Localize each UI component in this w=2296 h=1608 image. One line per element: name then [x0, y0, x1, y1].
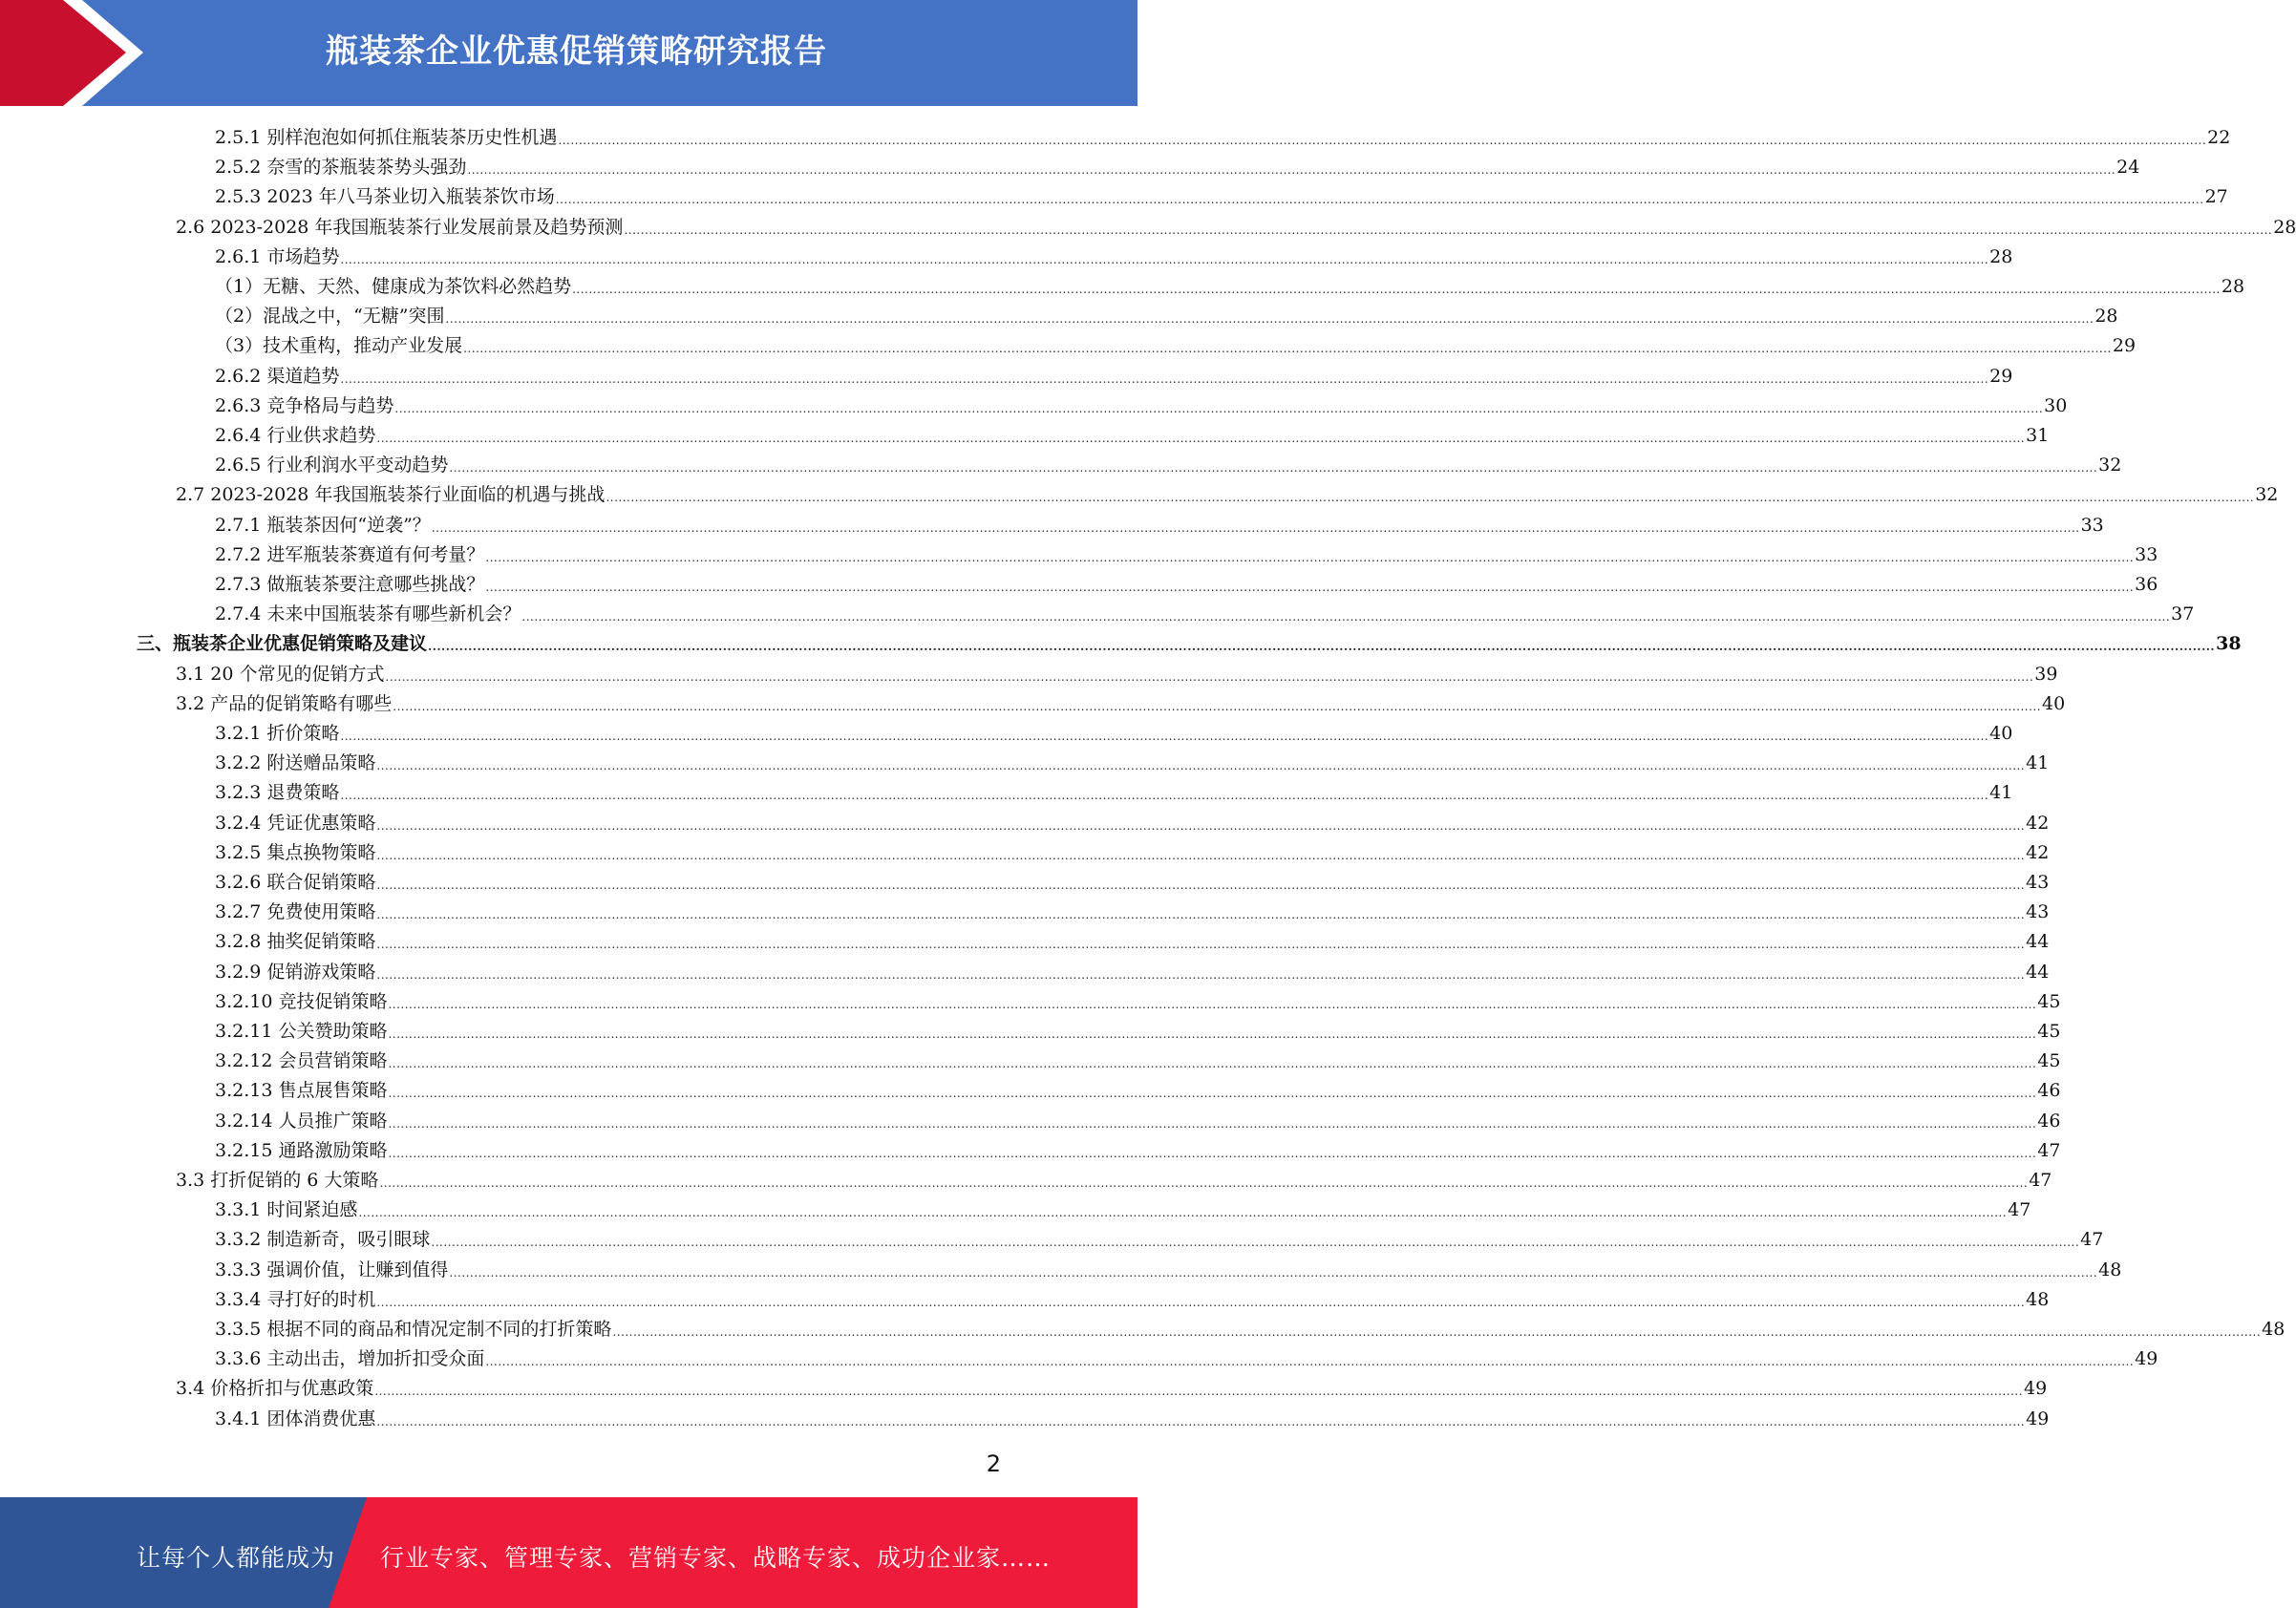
toc-entry-label: 2.6.4 行业供求趋势	[215, 425, 376, 446]
toc-entry-label: 3.2 产品的促销策略有哪些	[176, 692, 393, 714]
toc-entry-label: 3.3.6 主动出击，增加折扣受众面	[215, 1348, 485, 1370]
toc-leader-dots: ................................................................................................................................................................................................................................................................................................................................................................................................................	[376, 759, 2026, 773]
toc-leader-dots: ................................................................................................................................................................................................................................................................................................................................................................................................................	[555, 193, 2204, 207]
toc-leader-dots: ................................................................................................................................................................................................................................................................................................................................................................................................................	[376, 818, 2026, 833]
toc-leader-dots: ................................................................................................................................................................................................................................................................................................................................................................................................................	[485, 1355, 2135, 1369]
toc-entry-label: 2.6.5 行业利润水平变动趋势	[215, 455, 449, 476]
toc-leader-dots: ................................................................................................................................................................................................................................................................................................................................................................................................................	[388, 997, 2037, 1011]
toc-entry[interactable]	[215, 986, 2061, 1013]
toc-leader-dots: ................................................................................................................................................................................................................................................................................................................................................................................................................	[485, 581, 2135, 594]
toc-entry-label: 2.6.3 竞争格局与趋势	[215, 394, 394, 416]
toc-leader-dots: ................................................................................................................................................................................................................................................................................................................................................................................................................	[376, 967, 2026, 982]
toc-entry[interactable]	[176, 479, 2279, 506]
toc-entry-page: 38	[2216, 633, 2242, 655]
toc-entry-page: 36	[2135, 574, 2158, 595]
toc-entry[interactable]	[176, 1165, 2052, 1192]
toc-leader-dots: ................................................................................................................................................................................................................................................................................................................................................................................................................	[467, 163, 2116, 178]
toc-leader-dots: ................................................................................................................................................................................................................................................................................................................................................................................................................	[463, 342, 2112, 356]
toc-leader-dots: ................................................................................................................................................................................................................................................................................................................................................................................................................	[612, 1325, 2262, 1339]
toc-entry[interactable]	[215, 1016, 2061, 1043]
toc-entry-page: 49	[2026, 1407, 2050, 1429]
toc-entry-label: 3.2.11 公关赞助策略	[215, 1021, 388, 1042]
toc-entry-page: 48	[2262, 1319, 2285, 1340]
toc-entry-page: 46	[2037, 1080, 2061, 1102]
toc-entry-page: 48	[2098, 1259, 2122, 1280]
toc-entry-page: 47	[2029, 1170, 2052, 1191]
toc-leader-dots: ................................................................................................................................................................................................................................................................................................................................................................................................................	[376, 938, 2026, 952]
toc-entry-page: 49	[2135, 1348, 2158, 1370]
toc-entry-page: 22	[2207, 127, 2231, 148]
toc-entry[interactable]	[215, 271, 2245, 298]
toc-entry-page: 33	[2135, 543, 2158, 565]
toc-entry-label: 3.2.5 集点换物策略	[215, 841, 376, 863]
toc-entry[interactable]	[215, 777, 2013, 804]
toc-entry-label: 3.1 20 个常见的促销方式	[176, 663, 385, 685]
toc-entry[interactable]	[215, 569, 2158, 596]
toc-entry-label: （1）无糖、天然、健康成为茶饮料必然趋势	[215, 276, 572, 297]
toc-entry-label: 2.7.4 未来中国瓶装茶有哪些新机会？	[215, 603, 521, 625]
toc-entry[interactable]	[176, 659, 2058, 686]
toc-entry-label: 3.3.2 制造新奇，吸引眼球	[215, 1229, 431, 1251]
toc-entry-page: 45	[2037, 1050, 2061, 1072]
toc-leader-dots: ................................................................................................................................................................................................................................................................................................................................................................................................................	[485, 550, 2135, 564]
toc-entry-label: 2.6.2 渠道趋势	[215, 365, 340, 387]
toc-entry[interactable]	[215, 957, 2050, 984]
toc-leader-dots: ................................................................................................................................................................................................................................................................................................................................................................................................................	[388, 1146, 2037, 1160]
toc-leader-dots: ................................................................................................................................................................................................................................................................................................................................................................................................................	[340, 371, 1989, 386]
page-header	[0, 0, 1137, 106]
toc-entry-label: 2.5.1 别样泡泡如何抓住瓶装茶历史性机遇	[215, 127, 558, 148]
toc-leader-dots: ................................................................................................................................................................................................................................................................................................................................................................................................................	[449, 461, 2098, 476]
toc-entry-label: 2.7.2 进军瓶装茶赛道有何考量？	[215, 543, 485, 565]
toc-entry-page: 30	[2044, 394, 2068, 416]
toc-leader-dots: ................................................................................................................................................................................................................................................................................................................................................................................................................	[388, 1027, 2037, 1041]
toc-leader-dots: ................................................................................................................................................................................................................................................................................................................................................................................................................	[374, 1385, 2024, 1399]
toc-entry-label: 3.2.9 促销游戏策略	[215, 961, 376, 983]
toc-leader-dots: ................................................................................................................................................................................................................................................................................................................................................................................................................	[624, 222, 2273, 237]
toc-entry[interactable]	[215, 1224, 2104, 1251]
toc-leader-dots: ................................................................................................................................................................................................................................................................................................................................................................................................................	[340, 252, 1989, 266]
toc-entry-page: 43	[2026, 901, 2050, 923]
toc-leader-dots: ................................................................................................................................................................................................................................................................................................................................................................................................................	[358, 1206, 2008, 1220]
toc-entry-page: 46	[2037, 1110, 2061, 1132]
toc-entry[interactable]	[176, 212, 2296, 239]
toc-leader-dots: ................................................................................................................................................................................................................................................................................................................................................................................................................	[376, 848, 2026, 862]
toc-entry[interactable]	[215, 808, 2050, 835]
toc-leader-dots: ................................................................................................................................................................................................................................................................................................................................................................................................................	[385, 669, 2034, 684]
toc-entry-label: 3.3.5 根据不同的商品和情况定制不同的打折策略	[215, 1319, 612, 1340]
toc-entry-label: 2.7.1 瓶装茶因何“逆袭”？	[215, 514, 431, 536]
toc-entry-label: 2.6.1 市场趋势	[215, 245, 340, 267]
toc-leader-dots: ................................................................................................................................................................................................................................................................................................................................................................................................................	[376, 878, 2026, 892]
toc-leader-dots: ................................................................................................................................................................................................................................................................................................................................................................................................................	[431, 1236, 2080, 1250]
toc-leader-dots: ................................................................................................................................................................................................................................................................................................................................................................................................................	[393, 699, 2042, 713]
toc-entry[interactable]	[215, 1404, 2050, 1430]
toc-entry-page: 40	[1989, 723, 2013, 744]
toc-entry-page: 29	[1989, 365, 2013, 387]
toc-entry[interactable]	[215, 867, 2050, 894]
toc-entry[interactable]	[176, 1373, 2048, 1400]
toc-entry-page: 47	[2080, 1229, 2104, 1251]
toc-entry-page: 32	[2255, 484, 2279, 506]
toc-entry-page: 31	[2026, 425, 2050, 446]
footer-slogan-right: 行业专家、管理专家、营销专家、战略专家、成功企业家……	[380, 1544, 1052, 1572]
toc-entry[interactable]	[215, 1046, 2061, 1072]
toc-entry-page: 28	[1989, 245, 2013, 267]
toc-entry-page: 29	[2112, 335, 2137, 357]
toc-leader-dots: ................................................................................................................................................................................................................................................................................................................................................................................................................	[388, 1087, 2037, 1101]
toc-leader-dots: ................................................................................................................................................................................................................................................................................................................................................................................................................	[445, 312, 2094, 327]
toc-entry-label: 2.6 2023-2028 年我国瓶装茶行业发展前景及趋势预测	[176, 216, 624, 238]
toc-entry[interactable]	[215, 330, 2137, 357]
toc-leader-dots: ................................................................................................................................................................................................................................................................................................................................................................................................................	[449, 1265, 2098, 1280]
toc-entry[interactable]	[215, 122, 2231, 149]
toc-leader-dots: ................................................................................................................................................................................................................................................................................................................................................................................................................	[376, 1414, 2026, 1428]
toc-entry-label: 3.2.14 人员推广策略	[215, 1110, 388, 1132]
toc-entry[interactable]	[215, 420, 2050, 447]
toc-entry-label: 3.2.7 免费使用策略	[215, 901, 376, 923]
toc-entry[interactable]	[215, 510, 2104, 537]
toc-entry[interactable]	[215, 1106, 2061, 1132]
toc-entry-page: 45	[2037, 1021, 2061, 1042]
toc-entry[interactable]	[215, 1075, 2061, 1102]
toc-entry[interactable]	[215, 301, 2118, 328]
toc-leader-dots: ................................................................................................................................................................................................................................................................................................................................................................................................................	[428, 640, 2216, 654]
toc-entry-label: 2.7 2023-2028 年我国瓶装茶行业面临的机遇与挑战	[176, 484, 606, 506]
toc-entry[interactable]	[137, 628, 2242, 655]
toc-entry-page: 48	[2026, 1288, 2050, 1310]
toc-entry-label: 3.4 价格折扣与优惠政策	[176, 1378, 374, 1400]
toc-entry-page: 32	[2098, 455, 2122, 476]
toc-entry-page: 42	[2026, 812, 2050, 834]
toc-entry-page: 40	[2042, 692, 2066, 714]
report-title: 瓶装茶企业优惠促销策略研究报告	[326, 32, 827, 71]
toc-entry-page: 43	[2026, 872, 2050, 893]
toc-leader-dots: ................................................................................................................................................................................................................................................................................................................................................................................................................	[394, 401, 2044, 415]
toc-entry-label: 2.7.3 做瓶装茶要注意哪些挑战？	[215, 574, 485, 595]
toc-leader-dots: ................................................................................................................................................................................................................................................................................................................................................................................................................	[572, 283, 2221, 296]
toc-entry-label: 3.4.1 团体消费优惠	[215, 1407, 376, 1429]
toc-entry-label: 3.3.3 强调价值，让赚到值得	[215, 1259, 449, 1280]
toc-entry[interactable]	[215, 1344, 2158, 1370]
toc-leader-dots: ................................................................................................................................................................................................................................................................................................................................................................................................................	[340, 730, 1989, 743]
toc-entry-page: 42	[2026, 841, 2050, 863]
toc-entry[interactable]	[215, 897, 2050, 923]
toc-leader-dots: ................................................................................................................................................................................................................................................................................................................................................................................................................	[431, 520, 2080, 535]
toc-entry-label: 3.2.1 折价策略	[215, 723, 340, 744]
toc-entry-label: 2.5.2 奈雪的茶瓶装茶势头强劲	[215, 157, 467, 179]
toc-entry[interactable]	[215, 1135, 2061, 1162]
toc-entry-label: 3.2.13 售点展售策略	[215, 1080, 388, 1102]
toc-entry[interactable]	[215, 1255, 2122, 1281]
toc-leader-dots: ................................................................................................................................................................................................................................................................................................................................................................................................................	[379, 1176, 2029, 1190]
toc-entry[interactable]	[215, 599, 2195, 625]
toc-entry-label: 3.2.15 通路激励策略	[215, 1139, 388, 1161]
toc-entry[interactable]	[215, 242, 2013, 268]
toc-entry-label: 3.3.1 时间紧迫感	[215, 1199, 358, 1221]
toc-entry-page: 27	[2204, 186, 2228, 208]
toc-entry-page: 24	[2116, 157, 2140, 179]
toc-entry-page: 41	[2026, 752, 2050, 774]
toc-entry-label: 2.5.3 2023 年八马茶业切入瓶装茶饮市场	[215, 186, 555, 208]
toc-entry[interactable]	[215, 361, 2013, 388]
toc-leader-dots: ................................................................................................................................................................................................................................................................................................................................................................................................................	[388, 1057, 2037, 1071]
toc-leader-dots: ................................................................................................................................................................................................................................................................................................................................................................................................................	[376, 908, 2026, 922]
toc-leader-dots: ................................................................................................................................................................................................................................................................................................................................................................................................................	[388, 1116, 2037, 1131]
toc-entry-page: 41	[1989, 782, 2013, 804]
toc-entry-label: 3.2.10 竞技促销策略	[215, 990, 388, 1012]
toc-entry-label: 3.2.6 联合促销策略	[215, 872, 376, 893]
toc-entry[interactable]	[215, 718, 2013, 745]
toc-entry-label: （3）技术重构，推动产业发展	[215, 335, 463, 357]
toc-leader-dots: ................................................................................................................................................................................................................................................................................................................................................................................................................	[521, 610, 2171, 624]
toc-entry-label: 3.3.4 寻打好的时机	[215, 1288, 376, 1310]
toc-entry-page: 44	[2026, 961, 2050, 983]
toc-leader-dots: ................................................................................................................................................................................................................................................................................................................................................................................................................	[376, 1295, 2026, 1309]
toc-entry[interactable]	[215, 181, 2228, 208]
toc-entry-label: 3.2.4 凭证优惠策略	[215, 812, 376, 834]
toc-entry[interactable]	[215, 450, 2122, 476]
toc-entry-label: 3.3 打折促销的 6 大策略	[176, 1170, 379, 1191]
toc-entry-page: 49	[2024, 1378, 2048, 1400]
toc-leader-dots: ................................................................................................................................................................................................................................................................................................................................................................................................................	[340, 789, 1989, 803]
toc-entry-label: 3.2.12 会员营销策略	[215, 1050, 388, 1072]
toc-entry-label: （2）混战之中，“无糖”突围	[215, 306, 445, 328]
page-number: 2	[986, 1450, 1001, 1477]
toc-entry-page: 37	[2171, 603, 2195, 625]
toc-entry-label: 3.2.3 退费策略	[215, 782, 340, 804]
toc-entry[interactable]	[215, 748, 2050, 774]
toc-entry[interactable]	[215, 1284, 2050, 1311]
toc-leader-dots: ................................................................................................................................................................................................................................................................................................................................................................................................................	[558, 134, 2207, 147]
toc-entry-page: 47	[2008, 1199, 2031, 1221]
toc-leader-dots: ................................................................................................................................................................................................................................................................................................................................................................................................................	[376, 432, 2026, 445]
toc-entry[interactable]	[215, 152, 2140, 179]
toc-entry[interactable]	[215, 926, 2050, 953]
toc-entry-page: 28	[2273, 216, 2296, 238]
page-footer	[0, 1497, 1137, 1608]
toc-entry[interactable]	[176, 688, 2066, 715]
footer-slogan-left: 让每个人都能成为	[137, 1544, 336, 1572]
toc-entry-label: 3.2.8 抽奖促销策略	[215, 931, 376, 953]
toc-leader-dots: ................................................................................................................................................................................................................................................................................................................................................................................................................	[606, 491, 2255, 505]
toc-entry-page: 39	[2034, 663, 2058, 685]
toc-entry[interactable]	[215, 540, 2158, 566]
toc-entry[interactable]	[215, 1195, 2031, 1221]
toc-entry[interactable]	[215, 837, 2050, 864]
toc-entry-page: 47	[2037, 1139, 2061, 1161]
toc-entry-page: 28	[2221, 276, 2245, 297]
toc-entry-page: 28	[2094, 306, 2118, 328]
toc-entry-label: 三、瓶装茶企业优惠促销策略及建议	[137, 633, 428, 655]
toc-entry[interactable]	[215, 1314, 2285, 1341]
toc-entry-label: 3.2.2 附送赠品策略	[215, 752, 376, 774]
toc-entry-page: 33	[2080, 514, 2104, 536]
toc-entry-page: 45	[2037, 990, 2061, 1012]
toc-entry-page: 44	[2026, 931, 2050, 953]
toc-entry[interactable]	[215, 391, 2068, 417]
